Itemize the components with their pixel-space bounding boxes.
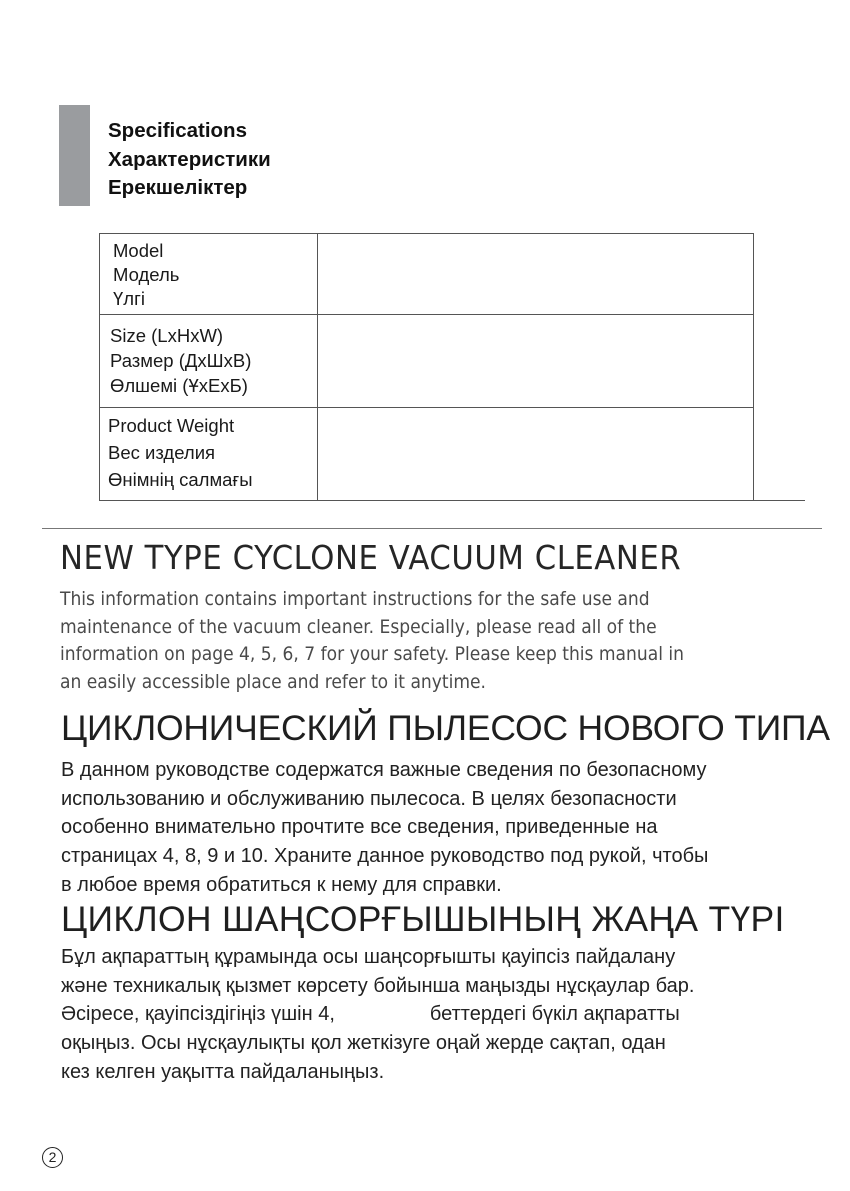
paragraph-en: This information contains important instructions for the safe use and maintenance of the vacuum cleaner. Especially, please read all of the information on page 4, 5, 6, 7 for your safety. Please keep this manual in an easily accessible place and refer to it anytime. xyxy=(60,589,684,694)
heading-kz: ЦИКЛОН ШАҢСОРҒЫШЫНЫҢ ЖАҢА ТҮРІ xyxy=(61,899,785,939)
table-row-size xyxy=(99,314,754,407)
title-kz: Ерекшеліктер xyxy=(108,176,248,199)
section-marker-bar xyxy=(59,105,90,206)
table-bottom-border xyxy=(99,500,805,501)
specifications-title xyxy=(108,117,271,203)
weight-label: Product Weight Вес изделия Өнімнің салмағы xyxy=(100,408,318,500)
table-row-model xyxy=(99,233,754,314)
model-label: Model Модель Үлгі xyxy=(100,234,318,314)
title-ru: Характеристики xyxy=(108,147,271,171)
table-row-weight xyxy=(99,407,754,500)
section-divider xyxy=(42,528,822,529)
heading-ru: ЦИКЛОНИЧЕСКИЙ ПЫЛЕСОС НОВОГО ТИПА xyxy=(61,708,830,748)
page-number: 2 xyxy=(42,1147,63,1168)
paragraph-kz: Бұл ақпараттың құрамында осы шаңсорғышты қауіпсіз пайдалану және техникалық қызмет көрсету бойынша маңызды нұсқаулар бар. Әсіресе, қауіпсіздігіңіз үшін 4, беттердегі бүкіл ақпаратты оқыңыз. Осы нұсқаулықты қол жеткізуге оңай жерде сақтап, одан кез келген уақытта пайдаланыңыз. xyxy=(61,946,695,1083)
title-en: Specifications xyxy=(108,119,247,142)
heading-en: NEW TYPE CYCLONE VACUUM CLEANER xyxy=(60,538,682,577)
specifications-table xyxy=(99,233,805,500)
size-label: Size (LxHxW) Размер (ДхШхВ) Өлшемі (ҰхЕхБ) xyxy=(100,315,318,407)
paragraph-ru: В данном руководстве содержатся важные сведения по безопасному использованию и обслуживанию пылесоса. В целях безопасности особенно внимательно прочтите все сведения, приведенные на страницах 4, 8, 9 и 10. Храните данное руководство под рукой, чтобы в любое время обратиться к нему для справки. xyxy=(61,759,709,896)
